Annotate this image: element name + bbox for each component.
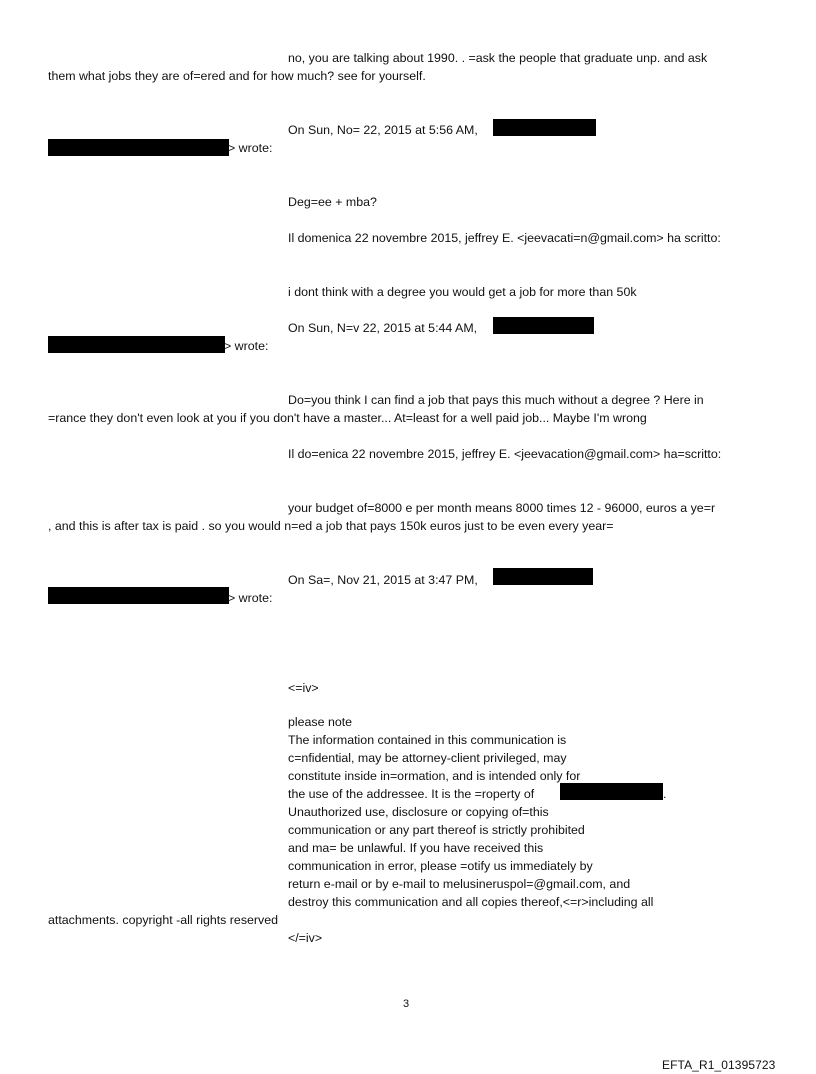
body-line: =rance they don't even look at you if you don't have a master... At=least for a well paid job... Maybe I'm wrong (48, 411, 647, 425)
body-line: them what jobs they are of=ered and for how much? see for yourself. (48, 69, 426, 83)
disclaimer-line: . (663, 787, 667, 801)
disclaimer-line: The information contained in this communication is (288, 733, 567, 747)
disclaimer-line: the use of the addressee. It is the =roperty of (288, 787, 535, 801)
redaction-block (493, 317, 594, 334)
body-line: </=iv> (288, 931, 323, 945)
disclaimer-line: communication or any part thereof is strictly prohibited (288, 823, 585, 837)
email-header-line: > wrote: (228, 591, 273, 605)
body-line: Do=you think I can find a job that pays this much without a degree ? Here in (288, 393, 704, 407)
email-header-line: On Sa=, Nov 21, 2015 at 3:47 PM, (288, 573, 478, 587)
email-header-line: > wrote: (228, 141, 273, 155)
redaction-block (560, 783, 663, 800)
body-line: i dont think with a degree you would get a job for more than 50k (288, 285, 637, 299)
redaction-block (493, 119, 596, 136)
redaction-block (48, 139, 229, 156)
body-line: your budget of=8000 e per month means 8000 times 12 - 96000, euros a ye=r (288, 501, 716, 515)
disclaimer-line: destroy this communication and all copies thereof,<=r>including all (288, 895, 654, 909)
disclaimer-line: and ma= be unlawful. If you have received this (288, 841, 544, 855)
disclaimer-line: please note (288, 715, 353, 729)
page-number: 3 (403, 998, 410, 1010)
email-header-line: On Sun, N=v 22, 2015 at 5:44 AM, (288, 321, 478, 335)
disclaimer-line: attachments. copyright -all rights reserved (48, 913, 279, 927)
body-line: no, you are talking about 1990. . =ask the people that graduate unp. and ask (288, 51, 708, 65)
email-header-line: Il do=enica 22 novembre 2015, jeffrey E. <jeevacation@gmail.com> ha=scritto: (288, 447, 722, 461)
redaction-block (493, 568, 593, 585)
disclaimer-line: c=nfidential, may be attorney-client privileged, may (288, 751, 567, 765)
email-header-line: Il domenica 22 novembre 2015, jeffrey E. <jeevacati=n@gmail.com> ha scritto: (288, 231, 721, 245)
body-line: , and this is after tax is paid . so you would n=ed a job that pays 150k euros just to be even every year= (48, 519, 614, 533)
disclaimer-line: return e-mail or by e-mail to melusineruspol=@gmail.com, and (288, 877, 631, 891)
redaction-block (48, 336, 225, 353)
email-header-line: On Sun, No= 22, 2015 at 5:56 AM, (288, 123, 478, 137)
disclaimer-line: Unauthorized use, disclosure or copying of=this (288, 805, 549, 819)
email-header-line: > wrote: (224, 339, 269, 353)
body-line: <=iv> (288, 681, 319, 695)
document-id: EFTA_R1_01395723 (662, 1058, 776, 1072)
disclaimer-line: communication in error, please =otify us immediately by (288, 859, 593, 873)
body-line: Deg=ee + mba? (288, 195, 377, 209)
disclaimer-line: constitute inside in=ormation, and is intended only for (288, 769, 581, 783)
redaction-block (48, 587, 229, 604)
